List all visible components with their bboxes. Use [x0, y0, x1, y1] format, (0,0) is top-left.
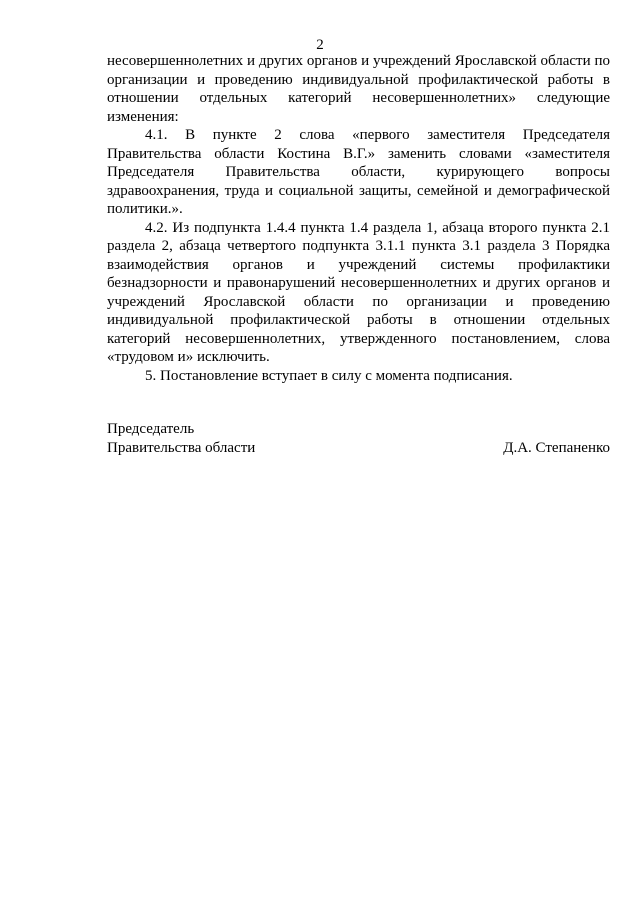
paragraph-4-2: 4.2. Из подпункта 1.4.4 пункта 1.4 раздела 1, абзаца второго пункта 2.1 раздела 2, абзаца четвертого подпункта 3.1.1 пункта 3.1 раздела 3 Порядка взаимодействия органов и учреждений системы профилактики безнадзорности и правонарушений несовершеннолетних и других органов и учреждений Ярославской области по организации и проведению индивидуальной профилактической работы в отношении отдельных категорий несовершеннолетних, утвержденного постановлением, слова «трудовом и» исключить.	[107, 219, 610, 365]
signatory-name: Д.А. Степаненко	[503, 439, 610, 456]
signature-row	[107, 439, 610, 458]
signatory-title-line1: Председатель	[107, 421, 195, 437]
document-body	[107, 52, 610, 385]
paragraph-5: 5. Постановление вступает в силу с момента подписания.	[145, 367, 513, 384]
signature-block	[107, 420, 610, 457]
signatory-title-line2: Правительства области	[107, 439, 256, 456]
paragraph-4-1: 4.1. В пункте 2 слова «первого заместителя Председателя Правительства области Костина В.Г.» заменить словами «заместителя Председателя Правительства области, курирующего вопросы здравоохранения, труда и социальной защиты, семейной и демографической политики.».	[107, 127, 610, 217]
paragraph-continuation: несовершеннолетних и других органов и учреждений Ярославской области по организации и проведению индивидуальной профилактической работы в отношении отдельных категорий несовершеннолетних» следующие изменения:	[107, 53, 610, 125]
page-number: 2	[316, 37, 324, 53]
